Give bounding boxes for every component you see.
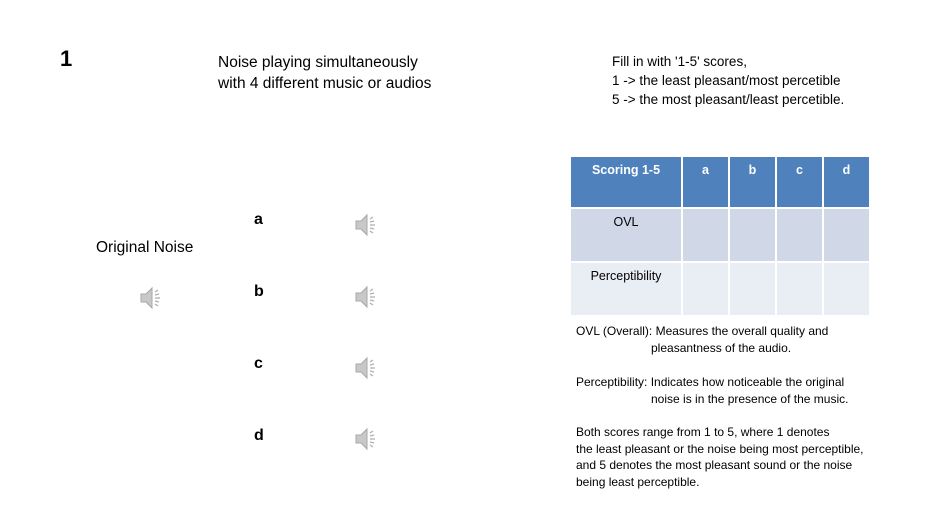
table-header-d: d (823, 156, 870, 208)
ovl-explanation-line2: pleasantness of the audio. (651, 340, 792, 355)
row-label-ovl: OVL (570, 208, 682, 262)
range-line-2: the least pleasant or the noise being most perceptible, (576, 441, 864, 456)
row-label-perceptibility: Perceptibility (570, 262, 682, 316)
table-row-ovl (570, 208, 870, 262)
original-noise-speaker-icon[interactable] (138, 285, 164, 311)
score-cell-ovl-d[interactable] (823, 208, 870, 262)
audio-label-a: a (254, 211, 263, 228)
perceptibility-explanation-line1: Perceptibility: Indicates how noticeable the original (576, 375, 845, 389)
table-row-perceptibility (570, 262, 870, 316)
instructions-text: Fill in with '1-5' scores, 1 -> the least pleasant/most percetible 5 -> the most pleasant/least percetible. (612, 54, 845, 107)
audio-b-speaker-icon[interactable] (353, 284, 379, 310)
range-line-3: and 5 denotes the most pleasant sound or the noise (576, 458, 853, 472)
score-range-explanation (576, 424, 864, 490)
table-header-row (570, 156, 870, 208)
score-cell-ovl-b[interactable] (729, 208, 776, 262)
score-cell-ovl-a[interactable] (682, 208, 729, 262)
range-line-4: being least perceptible. (576, 474, 700, 489)
table-header-a: a (682, 156, 729, 208)
audio-d-speaker-icon[interactable] (353, 426, 379, 452)
scoring-table (569, 155, 871, 317)
table-header-scoring: Scoring 1-5 (570, 156, 682, 208)
ovl-explanation-line1: OVL (Overall): Measures the overall quality and (576, 324, 829, 338)
audio-c-speaker-icon[interactable] (353, 355, 379, 381)
table-header-b: b (729, 156, 776, 208)
audio-label-d: d (254, 427, 264, 444)
perceptibility-explanation-line2: noise is in the presence of the music. (651, 391, 849, 406)
range-line-1: Both scores range from 1 to 5, where 1 denotes (576, 425, 830, 439)
perceptibility-explanation (576, 374, 848, 407)
audio-label-b: b (254, 283, 264, 300)
original-noise-label: Original Noise (96, 239, 194, 256)
audio-a-speaker-icon[interactable] (353, 212, 379, 238)
score-cell-perc-a[interactable] (682, 262, 729, 316)
audio-label-c: c (254, 355, 263, 372)
slide-title: Noise playing simultaneously with 4 different music or audios (218, 54, 432, 92)
table-header-c: c (776, 156, 823, 208)
slide-number: 1 (60, 46, 73, 71)
score-cell-ovl-c[interactable] (776, 208, 823, 262)
score-cell-perc-c[interactable] (776, 262, 823, 316)
score-cell-perc-b[interactable] (729, 262, 776, 316)
score-cell-perc-d[interactable] (823, 262, 870, 316)
ovl-explanation (576, 323, 828, 356)
